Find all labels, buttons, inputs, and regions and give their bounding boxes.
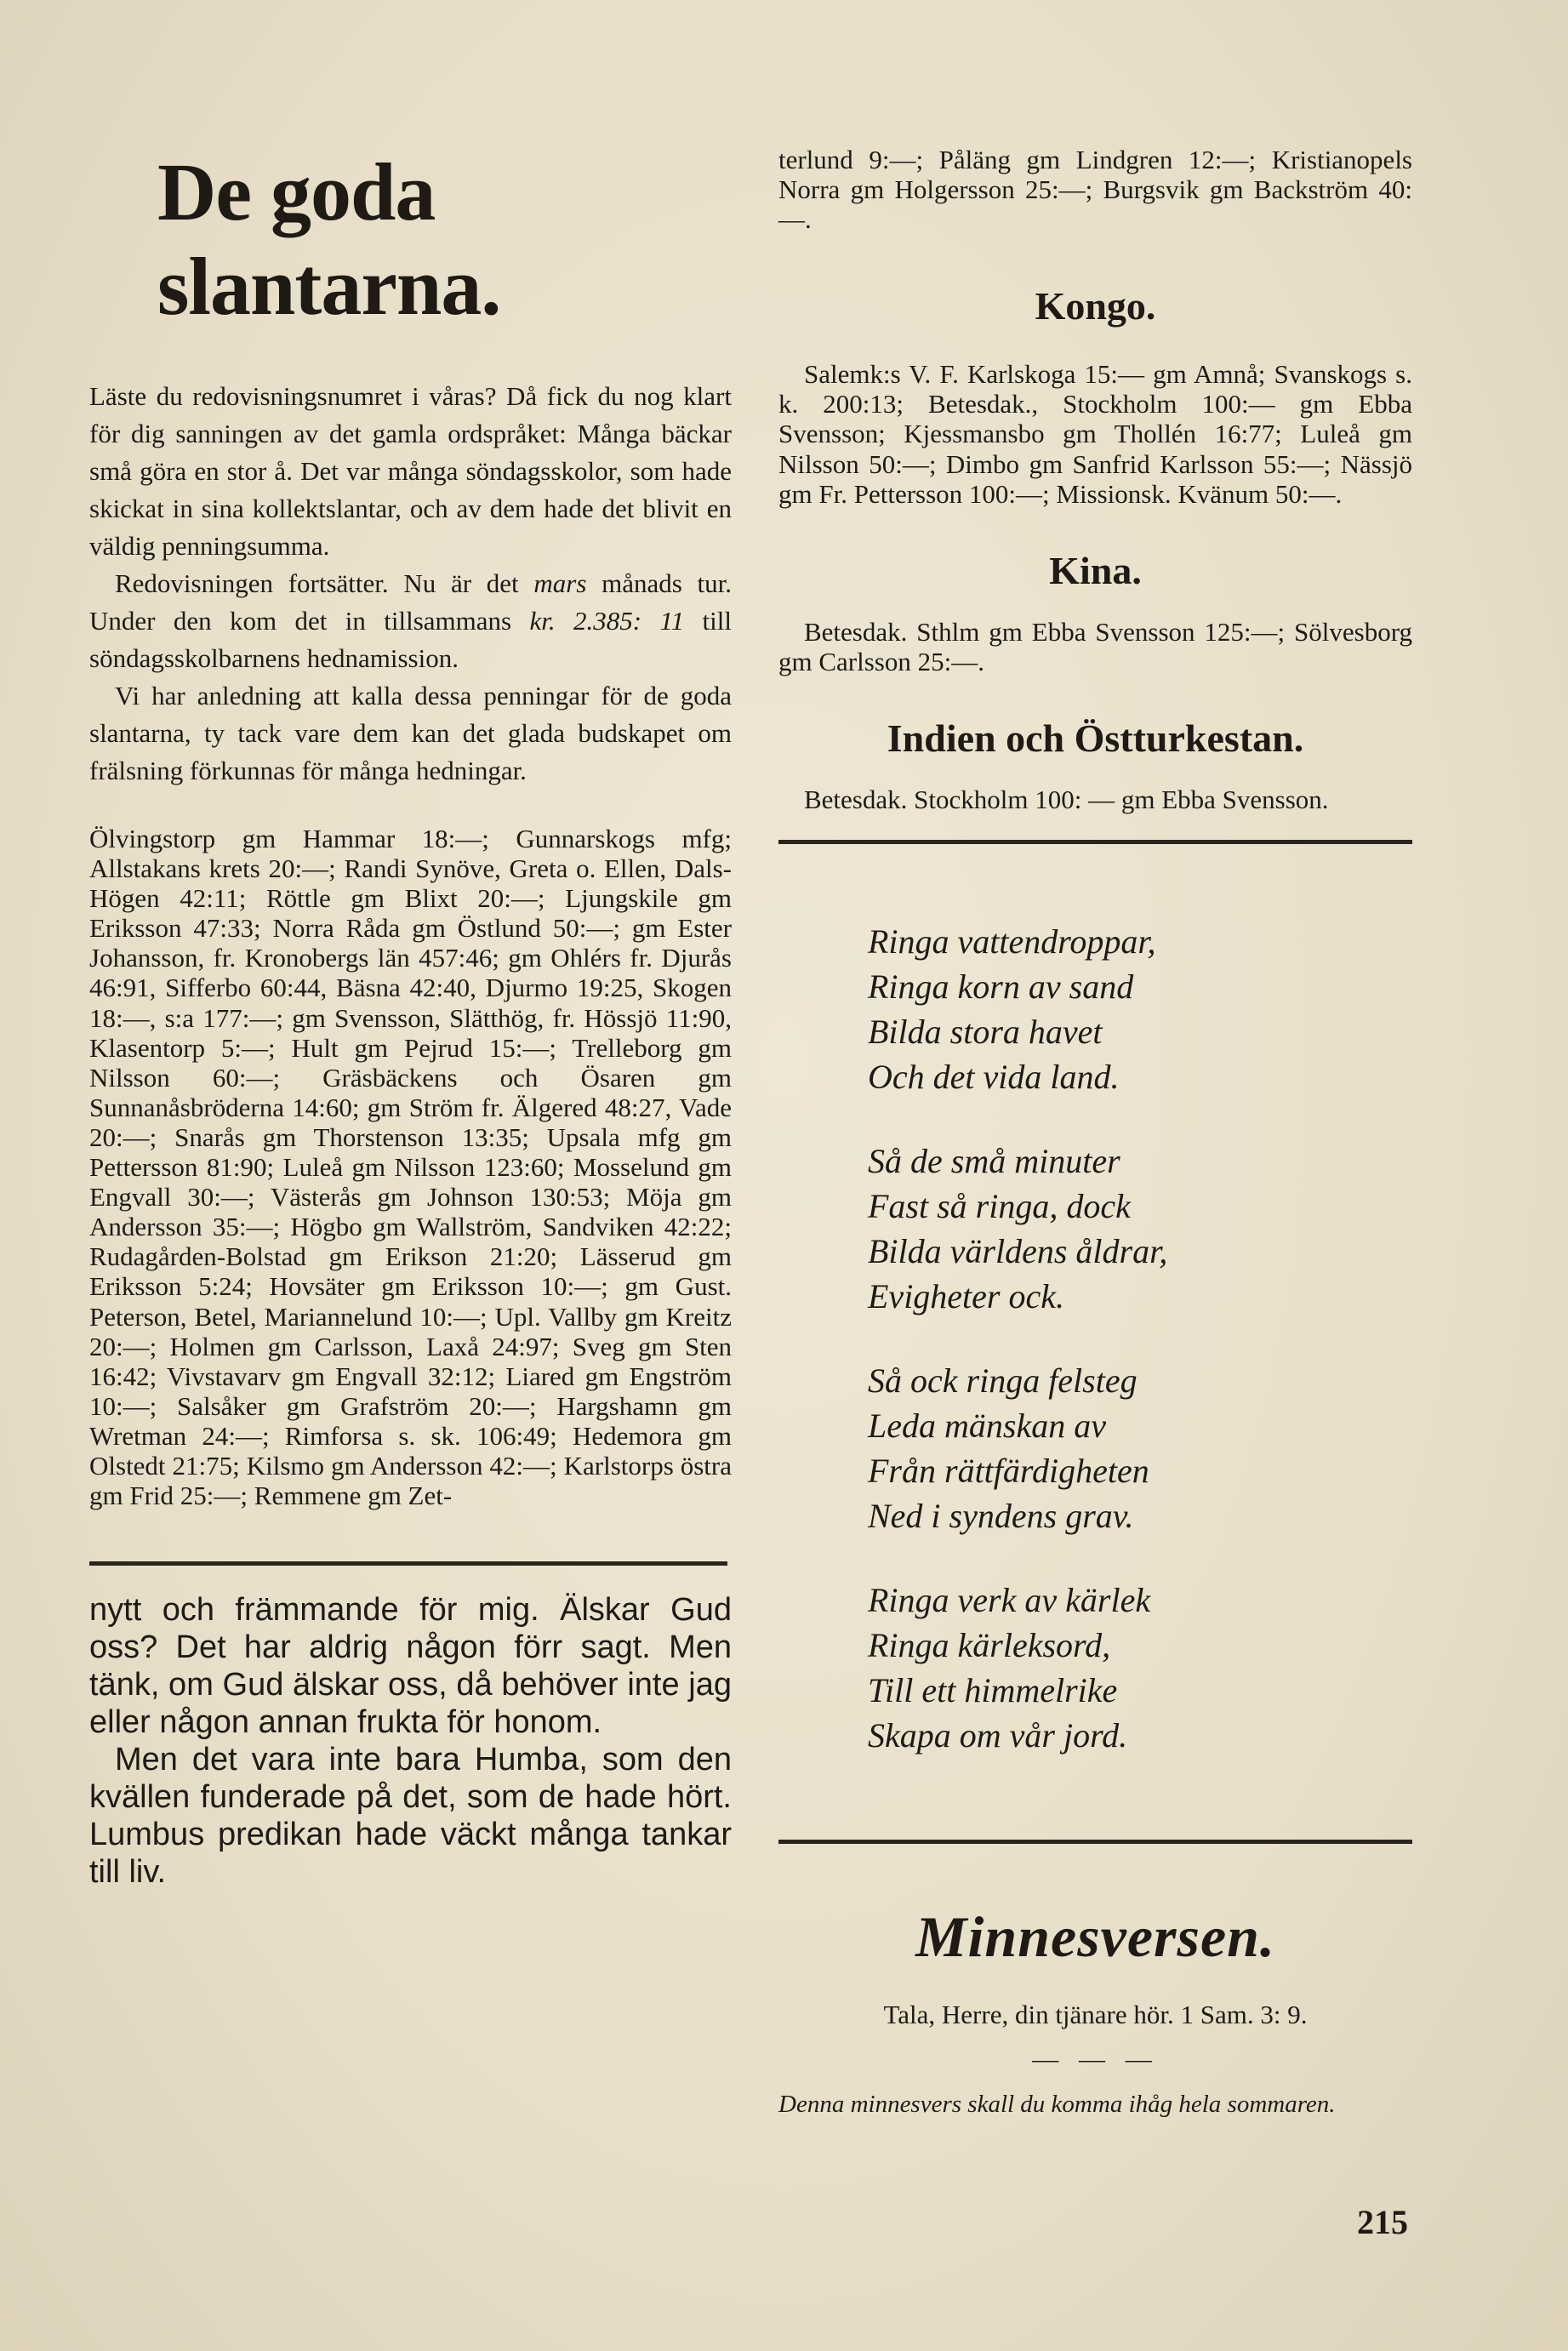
indien-donations: Betesdak. Stockholm 100: — gm Ebba Svensson. xyxy=(804,784,1329,814)
memory-dashes: — — — xyxy=(1032,2044,1159,2074)
memory-verse: Tala, Herre, din tjänare hör. 1 Sam. 3: 9. xyxy=(883,2000,1308,2030)
intro-text-c: till söndagsskolbarnens hednamission. xyxy=(89,606,732,673)
kina-heading: Kina. xyxy=(1049,548,1142,592)
story-paragraph-2: Men det vara inte bara Humba, som den kvällen funderade på det, som de hade hört. Lumbus predikan hade väckt många tankar till liv. xyxy=(89,1742,732,1891)
intro-month: mars xyxy=(533,568,587,598)
kina-donations: Betesdak. Sthlm gm Ebba Svensson 125:—; Sölvesborg gm Carlsson 25:—. xyxy=(778,616,1412,676)
poem-stanza xyxy=(778,919,1412,1099)
kongo-donations: Salemk:s V. F. Karlskoga 15:— gm Amnå; Svanskogs s. k. 200:13; Betesdak., Stockholm 100:— gm Ebba Svensson; Kjessmansbo gm Thollén 16:77; Luleå gm Nilsson 50:—; Dimbo gm Sanfrid Karlsson 55:—; Nässjö gm Fr. Pettersson 100:—; Missionsk. Kvänum 50:—. xyxy=(778,359,1412,509)
memory-note: Denna minnesvers skall du komma ihåg hela sommaren. xyxy=(778,2091,1336,2119)
poem-line: Fast så ringa, dock xyxy=(868,1187,1131,1226)
left-column xyxy=(89,128,732,1891)
intro-paragraph-1: Läste du redovisningsnumret i våras? Då fick du nog klart för dig sanningen av det gamla ordspråket: Många bäckar små göra en stor å. Det var många söndagsskolor, som hade skickat in sina kollektslantar, och av dem hade det blivit en väldig penningsumma. xyxy=(89,381,732,561)
right-column xyxy=(778,128,1412,2122)
poem-line: Så de små minuter xyxy=(868,1142,1120,1181)
intro-amount: kr. 2.385: 11 xyxy=(529,606,685,636)
indien-heading: Indien och Östturkestan. xyxy=(887,716,1304,760)
donation-list-left: Ölvingstorp gm Hammar 18:—; Gunnarskogs mfg; Allstakans krets 20:—; Randi Synöve, Greta o. Ellen, Dals-Högen 42:11; Röttle gm Blixt 20:—; Ljungskile gm Eriksson 47:33; Norra Råda gm Östlund 50:—; gm Ester Johansson, fr. Kronobergs län 457:46; gm Ohlérs fr. Djurås 46:91, Sifferbo 60:44, Bäsna 42:40, Djurmo 19:25, Skogen 18:—, s:a 177:—; gm Svensson, Slätthög, fr. Hössjö 11:90, Klasentorp 5:—; Hult gm Pejrud 15:—; Trelleborg gm Nilsson 60:—; Gräsbäckens och Ösaren gm Sunnanåsbröderna 14:60; gm Ström fr. Älgered 48:27, Vade 20:—; Snarås gm Thorstenson 13:35; Upsala mfg gm Pettersson 81:90; Luleå gm Nilsson 123:60; Mosselund gm Engvall 30:—; Västerås gm Johnson 130:53; Möja gm Andersson 35:—; Högbo gm Wallström, Sandviken 42:22; Rudagården-Bolstad gm Erikson 21:20; Lässerud gm Eriksson 5:24; Hovsäter gm Eriksson 10:—; gm Gust. Peterson, Betel, Mariannelund 10:—; Upl. Vallby gm Kreitz 20:—; Holmen gm Carlsson, Laxå 24:97; Sveg gm Sten 16:42; Vivstavarv gm Engvall 32:12; Liared gm Engström 10:—; Salsåker gm Grafström 20:—; Hargshamn gm Wretman 24:—; Rimforsa s. sk. 106:49; Hedemora gm Olstedt 21:75; Kilsmo gm Andersson 42:—; Karlstorps östra gm Frid 25:—; Remmene gm Zet- xyxy=(89,824,732,1511)
poem xyxy=(778,919,1412,1758)
poem-line: Bilda världens åldrar, xyxy=(868,1232,1168,1271)
memory-verse-heading: Minnesversen. xyxy=(915,1904,1275,1970)
poem-line: Så ock ringa felsteg xyxy=(868,1361,1138,1401)
poem-stanza xyxy=(778,1358,1412,1538)
intro-text-b: månads tur. Under den kom det in tillsammans xyxy=(89,568,733,636)
poem-line: Ringa korn av sand xyxy=(868,967,1134,1007)
poem-line: Ringa kärleksord, xyxy=(868,1626,1111,1665)
poem-line: Och det vida land. xyxy=(868,1058,1120,1097)
donation-list-continued: terlund 9:—; Påläng gm Lindgren 12:—; Kristianopels Norra gm Holgersson 25:—; Burgsvik gm Backström 40:—. xyxy=(778,145,1412,235)
poem-line: Ned i syndens grav. xyxy=(868,1497,1134,1536)
poem-line: Bilda stora havet xyxy=(868,1013,1103,1052)
kongo-heading: Kongo. xyxy=(1035,284,1156,328)
poem-stanza xyxy=(778,1578,1412,1758)
poem-line: Från rättfärdigheten xyxy=(868,1452,1149,1491)
poem-line: Till ett himmelrike xyxy=(868,1671,1118,1710)
poem-line: Ringa vattendroppar, xyxy=(868,922,1156,962)
poem-line: Ringa verk av kärlek xyxy=(868,1581,1151,1620)
article-title: De goda slantarna. xyxy=(157,146,501,332)
story-paragraph-1: nytt och främmande för mig. Älskar Gud oss? Det har aldrig någon förr sagt. Men tänk, om Gud älskar oss, då behöver inte jag eller någon annan frukta för honom. xyxy=(89,1592,732,1741)
intro-paragraph-2 xyxy=(89,565,732,677)
page-number: 215 xyxy=(1357,2203,1408,2241)
poem-line: Leda mänskan av xyxy=(868,1407,1106,1446)
poem-stanza xyxy=(778,1138,1412,1319)
intro-text-a: Redovisningen fortsätter. Nu är det xyxy=(115,568,534,598)
poem-line: Evigheter ock. xyxy=(868,1277,1064,1316)
poem-line: Skapa om vår jord. xyxy=(868,1716,1128,1755)
intro-paragraph-3: Vi har anledning att kalla dessa penningar för de goda slantarna, ty tack vare dem kan det glada budskapet om frälsning förkunnas för många hedningar. xyxy=(89,681,732,785)
